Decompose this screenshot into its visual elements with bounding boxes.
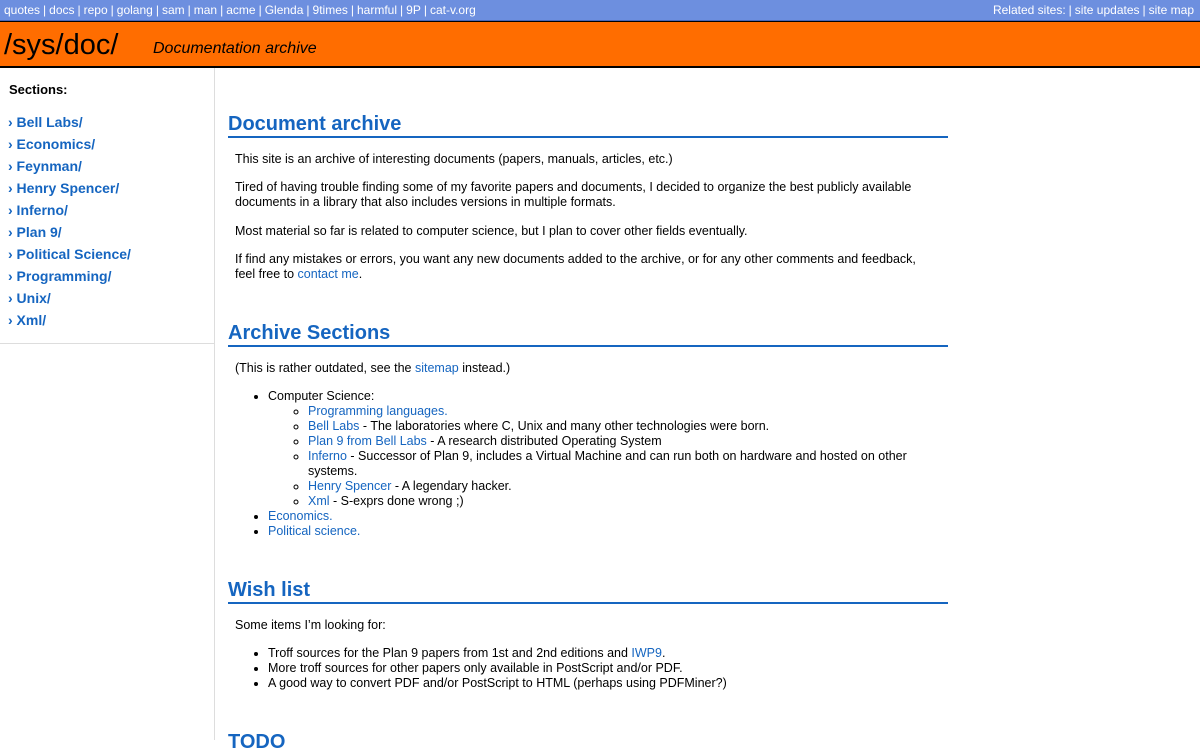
economics-link[interactable]: Economics.	[268, 509, 333, 523]
related-sites: Related sites: | site updates | site map	[992, 3, 1194, 17]
plan9-link[interactable]: Plan 9 from Bell Labs	[308, 434, 427, 448]
political-science-link[interactable]: Political science.	[268, 524, 361, 538]
sitemap-link[interactable]: sitemap	[414, 361, 459, 375]
wish-item1-pre: Troff sources for the Plan 9 papers from 1st and 2nd editions and	[268, 646, 632, 660]
site-subtitle: Documentation archive	[153, 40, 317, 57]
heading-archive-sections: Archive Sections	[228, 321, 948, 347]
heading-todo: TODO	[228, 731, 286, 753]
list-item	[308, 449, 948, 479]
wish-list-items	[235, 646, 948, 691]
note-post: instead.)	[458, 361, 511, 375]
nav-link-docs[interactable]: docs	[49, 3, 75, 17]
doc-archive-p1: This site is an archive of interesting documents (papers, manuals, articles, etc.)	[235, 152, 673, 166]
sidebar-item-xml[interactable]: › Xml/	[8, 312, 47, 328]
list-item	[308, 494, 948, 509]
related-sites-label: Related sites:	[992, 3, 1066, 17]
henry-spencer-desc: - A legendary hacker.	[391, 479, 512, 493]
nav-link-repo[interactable]: repo	[83, 3, 108, 17]
sidebar-item-feynman[interactable]: › Feynman/	[8, 158, 82, 174]
sidebar-item-unix[interactable]: › Unix/	[8, 290, 51, 306]
nav-link-sam[interactable]: sam	[161, 3, 185, 17]
top-nav-links: quotes | docs | repo | golang | sam | man | acme | Glenda | 9times | harmful | 9P | cat-v.org	[4, 3, 476, 17]
sidebar-item-bell-labs[interactable]: › Bell Labs/	[8, 114, 83, 130]
wish-list-intro: Some items I’m looking for:	[235, 618, 386, 632]
computer-science-sublist	[268, 404, 948, 509]
list-item	[308, 479, 948, 494]
xml-desc: - S-exprs done wrong ;)	[329, 494, 464, 508]
top-nav-bar	[0, 0, 1200, 21]
list-item-economics	[268, 509, 948, 524]
sidebar-item-plan9[interactable]: › Plan 9/	[8, 224, 62, 240]
programming-languages-link[interactable]: Programming languages.	[308, 404, 448, 418]
iwp9-link[interactable]: IWP9	[631, 646, 662, 660]
nav-link-acme[interactable]: acme	[226, 3, 256, 17]
list-item	[308, 434, 948, 449]
bell-labs-link[interactable]: Bell Labs	[308, 419, 360, 433]
wish-item1-post: .	[661, 646, 666, 660]
computer-science-label: Computer Science:	[268, 389, 375, 403]
henry-spencer-link[interactable]: Henry Spencer	[308, 479, 392, 493]
inferno-link[interactable]: Inferno	[308, 449, 347, 463]
sidebar-divider	[0, 343, 215, 344]
nav-link-quotes[interactable]: quotes	[4, 3, 41, 17]
nav-link-9p[interactable]: 9P	[406, 3, 421, 17]
list-item	[308, 419, 948, 434]
doc-archive-p4-end: .	[358, 267, 363, 281]
doc-archive-p4-text: If find any mistakes or errors, you want any new documents added to the archive, or for any other comments and feedback, feel free to	[235, 252, 916, 281]
doc-archive-p3: Most material so far is related to computer science, but I plan to cover other fields eventually.	[235, 224, 748, 238]
list-item	[268, 646, 948, 661]
sidebar-title: Sections:	[9, 82, 68, 97]
nav-link-9times[interactable]: 9times	[312, 3, 348, 17]
list-item	[308, 404, 948, 419]
sidebar-list	[8, 113, 131, 333]
list-item: • More troff sources for other papers only available in PostScript and/or PDF.	[268, 661, 948, 676]
nav-link-glenda[interactable]: Glenda	[264, 3, 304, 17]
sidebar-item-programming[interactable]: › Programming/	[8, 268, 112, 284]
list-item: • A good way to convert PDF and/or PostScript to HTML (perhaps using PDFMiner?)	[268, 676, 948, 691]
nav-link-man[interactable]: man	[193, 3, 218, 17]
nav-link-cat-v[interactable]: cat-v.org	[429, 3, 476, 17]
sidebar	[0, 68, 215, 740]
sidebar-item-economics[interactable]: › Economics/	[8, 136, 96, 152]
site-title[interactable]: /sys/doc/	[4, 29, 119, 61]
plan9-desc: - A research distributed Operating System	[426, 434, 662, 448]
heading-document-archive: Document archive	[228, 112, 948, 138]
bell-labs-desc: - The laboratories where C, Unix and many other technologies were born.	[359, 419, 770, 433]
note-pre: (This is rather outdated, see the	[235, 361, 415, 375]
nav-link-golang[interactable]: golang	[116, 3, 153, 17]
archive-sections-list	[235, 389, 948, 539]
nav-link-site-updates[interactable]: site updates	[1074, 3, 1140, 17]
doc-archive-p2: Tired of having trouble finding some of my favorite papers and documents, I decided to organize the best publicly available documents in a library that also includes versions in multiple formats.	[235, 180, 912, 209]
archive-sections-note	[235, 361, 925, 376]
inferno-desc: - Successor of Plan 9, includes a Virtual Machine and can run both on hardware and hosted on other systems.	[308, 449, 907, 478]
sidebar-item-inferno[interactable]: › Inferno/	[8, 202, 68, 218]
sidebar-item-henry-spencer[interactable]: › Henry Spencer/	[8, 180, 120, 196]
sidebar-item-political-science[interactable]: › Political Science/	[8, 246, 131, 262]
doc-archive-p4	[235, 252, 925, 282]
nav-link-harmful[interactable]: harmful	[357, 3, 398, 17]
list-item-computer-science	[268, 389, 948, 509]
heading-wish-list: Wish list	[228, 578, 948, 604]
nav-link-site-map[interactable]: site map	[1148, 3, 1194, 17]
contact-me-link[interactable]: contact me	[297, 267, 359, 281]
site-header	[0, 21, 1200, 68]
list-item-political-science	[268, 524, 948, 539]
xml-link[interactable]: Xml	[308, 494, 330, 508]
